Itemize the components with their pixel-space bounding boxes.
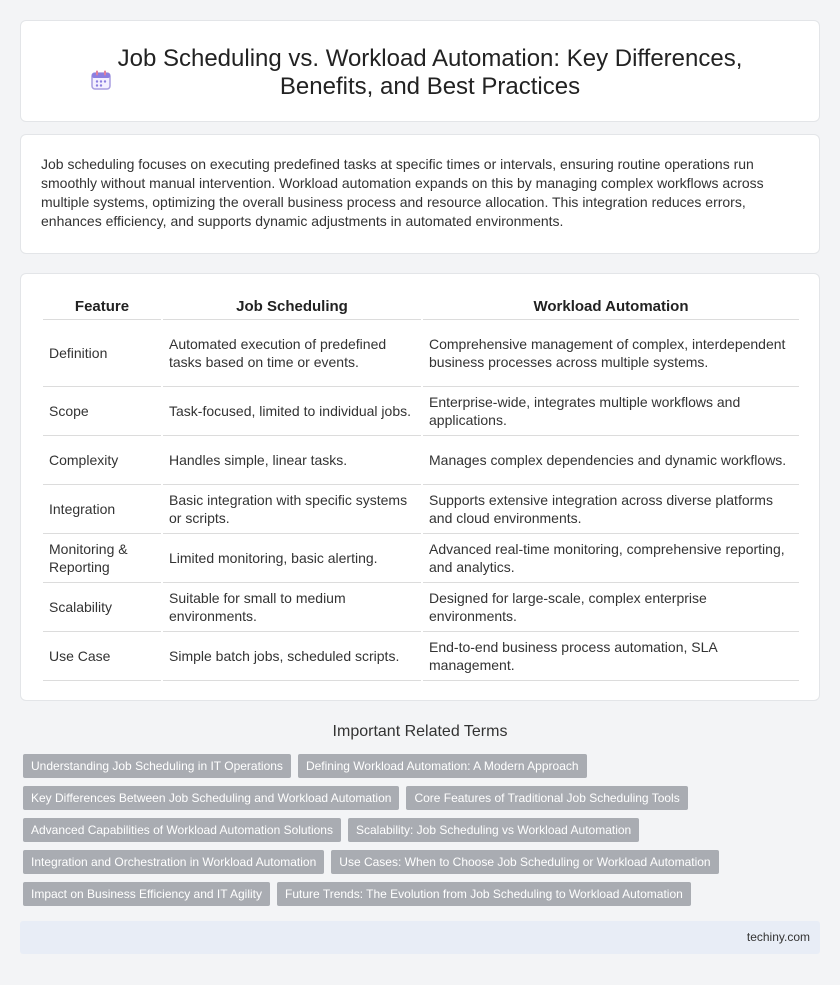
related-terms-title: Important Related Terms bbox=[332, 723, 508, 740]
job-scheduling-cell: Task-focused, limited to individual jobs. bbox=[163, 387, 421, 436]
comparison-table bbox=[41, 292, 801, 681]
comparison-table-card bbox=[20, 273, 820, 701]
related-term-tag[interactable]: Scalability: Job Scheduling vs Workload Automation bbox=[348, 818, 639, 842]
feature-cell: Use Case bbox=[43, 632, 161, 681]
table-row bbox=[43, 534, 799, 583]
table-row bbox=[43, 485, 799, 534]
feature-cell: Definition bbox=[43, 320, 161, 387]
table-row bbox=[43, 436, 799, 485]
job-scheduling-cell: Limited monitoring, basic alerting. bbox=[163, 534, 421, 583]
related-term-tag[interactable]: Integration and Orchestration in Workload Automation bbox=[23, 850, 324, 874]
page-title: Job Scheduling vs. Workload Automation: Key Differences, Benefits, and Best Practices bbox=[117, 45, 743, 100]
footer bbox=[20, 921, 820, 954]
header-job-scheduling: Job Scheduling bbox=[163, 292, 421, 320]
intro-paragraph: Job scheduling focuses on executing predefined tasks at specific times or intervals, ensuring routine operations run smoothly without manual intervention. Workload automation expands on this by managing complex workflows across multiple systems, optimizing the overall business process and resource allocation. This integration reduces errors, enhances efficiency, and supports dynamic adjustments in automated environments. bbox=[41, 156, 764, 229]
job-scheduling-cell: Simple batch jobs, scheduled scripts. bbox=[163, 632, 421, 681]
table-row bbox=[43, 320, 799, 387]
workload-automation-cell: Advanced real-time monitoring, comprehensive reporting, and analytics. bbox=[423, 534, 799, 583]
table-row bbox=[43, 387, 799, 436]
feature-cell: Scalability bbox=[43, 583, 161, 632]
header-workload-automation: Workload Automation bbox=[423, 292, 799, 320]
related-term-tag[interactable]: Impact on Business Efficiency and IT Agility bbox=[23, 882, 270, 906]
workload-automation-cell: End-to-end business process automation, SLA management. bbox=[423, 632, 799, 681]
workload-automation-cell: Enterprise-wide, integrates multiple workflows and applications. bbox=[423, 387, 799, 436]
workload-automation-cell: Manages complex dependencies and dynamic workflows. bbox=[423, 436, 799, 485]
feature-cell: Monitoring & Reporting bbox=[43, 534, 161, 583]
workload-automation-cell: Comprehensive management of complex, interdependent business processes across multiple systems. bbox=[423, 320, 799, 387]
footer-site-link[interactable]: techiny.com bbox=[746, 930, 810, 944]
table-row bbox=[43, 632, 799, 681]
intro-card bbox=[20, 134, 820, 254]
feature-cell: Complexity bbox=[43, 436, 161, 485]
job-scheduling-cell: Suitable for small to medium environments. bbox=[163, 583, 421, 632]
related-term-tag[interactable]: Use Cases: When to Choose Job Scheduling or Workload Automation bbox=[331, 850, 718, 874]
feature-cell: Scope bbox=[43, 387, 161, 436]
feature-cell: Integration bbox=[43, 485, 161, 534]
header-feature: Feature bbox=[43, 292, 161, 320]
related-term-tag[interactable]: Understanding Job Scheduling in IT Operations bbox=[23, 754, 291, 778]
table-row bbox=[43, 583, 799, 632]
title-card bbox=[20, 20, 820, 122]
job-scheduling-cell: Handles simple, linear tasks. bbox=[163, 436, 421, 485]
job-scheduling-cell: Automated execution of predefined tasks based on time or events. bbox=[163, 320, 421, 387]
related-terms-list bbox=[23, 754, 803, 914]
workload-automation-cell: Designed for large-scale, complex enterprise environments. bbox=[423, 583, 799, 632]
related-term-tag[interactable]: Defining Workload Automation: A Modern Approach bbox=[298, 754, 587, 778]
related-term-tag[interactable]: Advanced Capabilities of Workload Automation Solutions bbox=[23, 818, 341, 842]
job-scheduling-cell: Basic integration with specific systems or scripts. bbox=[163, 485, 421, 534]
related-term-tag[interactable]: Core Features of Traditional Job Scheduling Tools bbox=[406, 786, 687, 810]
related-term-tag[interactable]: Future Trends: The Evolution from Job Scheduling to Workload Automation bbox=[277, 882, 691, 906]
related-term-tag[interactable]: Key Differences Between Job Scheduling and Workload Automation bbox=[23, 786, 399, 810]
workload-automation-cell: Supports extensive integration across diverse platforms and cloud environments. bbox=[423, 485, 799, 534]
